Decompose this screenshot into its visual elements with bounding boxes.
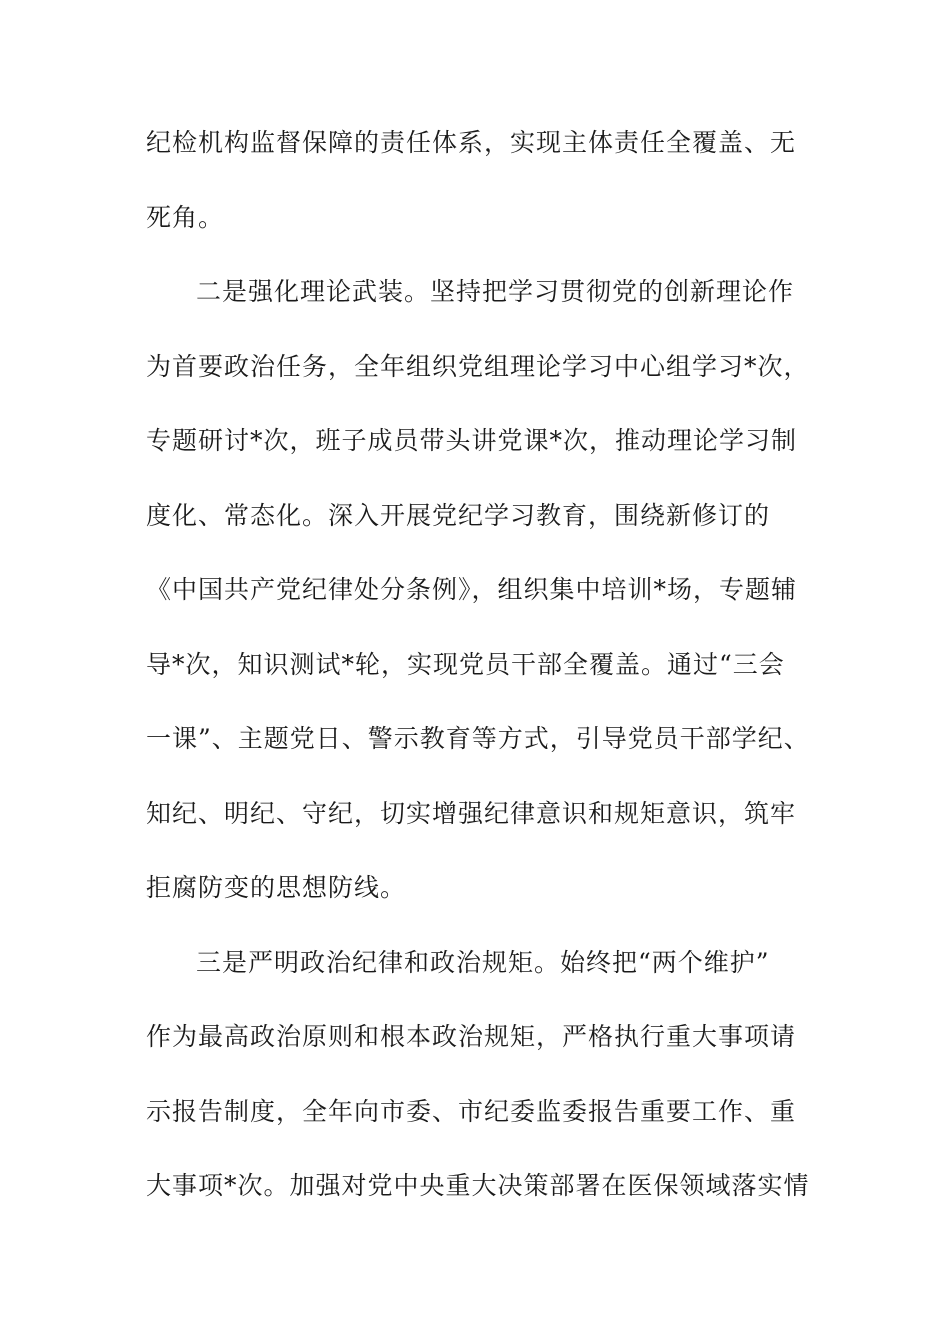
paragraph-2-start: 二是强化理论武装。坚持把学习贯彻党的创新理论作	[196, 277, 795, 306]
text-line-15: 大事项*次。加强对党中央重大决策部署在医保领域落实情	[146, 1171, 810, 1200]
text-line-9: 一课”、主题党日、警示教育等方式，引导党员干部学纪、	[146, 724, 810, 753]
text-line-7: 《中国共产党纪律处分条例》，组织集中培训*场，专题辅	[146, 575, 798, 604]
text-line-10: 知纪、明纪、守纪，切实增强纪律意识和规矩意识，筑牢	[146, 798, 797, 828]
text-line-1: 纪检机构监督保障的责任体系，实现主体责任全覆盖、无	[146, 128, 797, 157]
text-line-5: 专题研讨*次，班子成员带头讲党课*次，推动理论学习制	[146, 426, 798, 455]
paragraph-3-start: 三是严明政治纪律和政治规矩。始终把“两个维护”	[196, 947, 770, 977]
text-line-11: 拒腐防变的思想防线。	[146, 873, 407, 902]
text-line-6: 度化、常态化。深入开展党纪学习教育，围绕新修订的	[146, 500, 771, 530]
text-line-8: 导*次，知识测试*轮，实现党员干部全覆盖。通过“三会	[146, 649, 785, 679]
text-line-13: 作为最高政治原则和根本政治规矩，严格执行重大事项请	[146, 1022, 797, 1051]
text-line-4: 为首要政治任务，全年组织党组理论学习中心组学习*次，	[146, 351, 810, 381]
document-body	[146, 106, 836, 1224]
text-line-14: 示报告制度，全年向市委、市纪委监委报告重要工作、重	[146, 1096, 797, 1126]
text-line-2: 死角。	[146, 202, 225, 232]
